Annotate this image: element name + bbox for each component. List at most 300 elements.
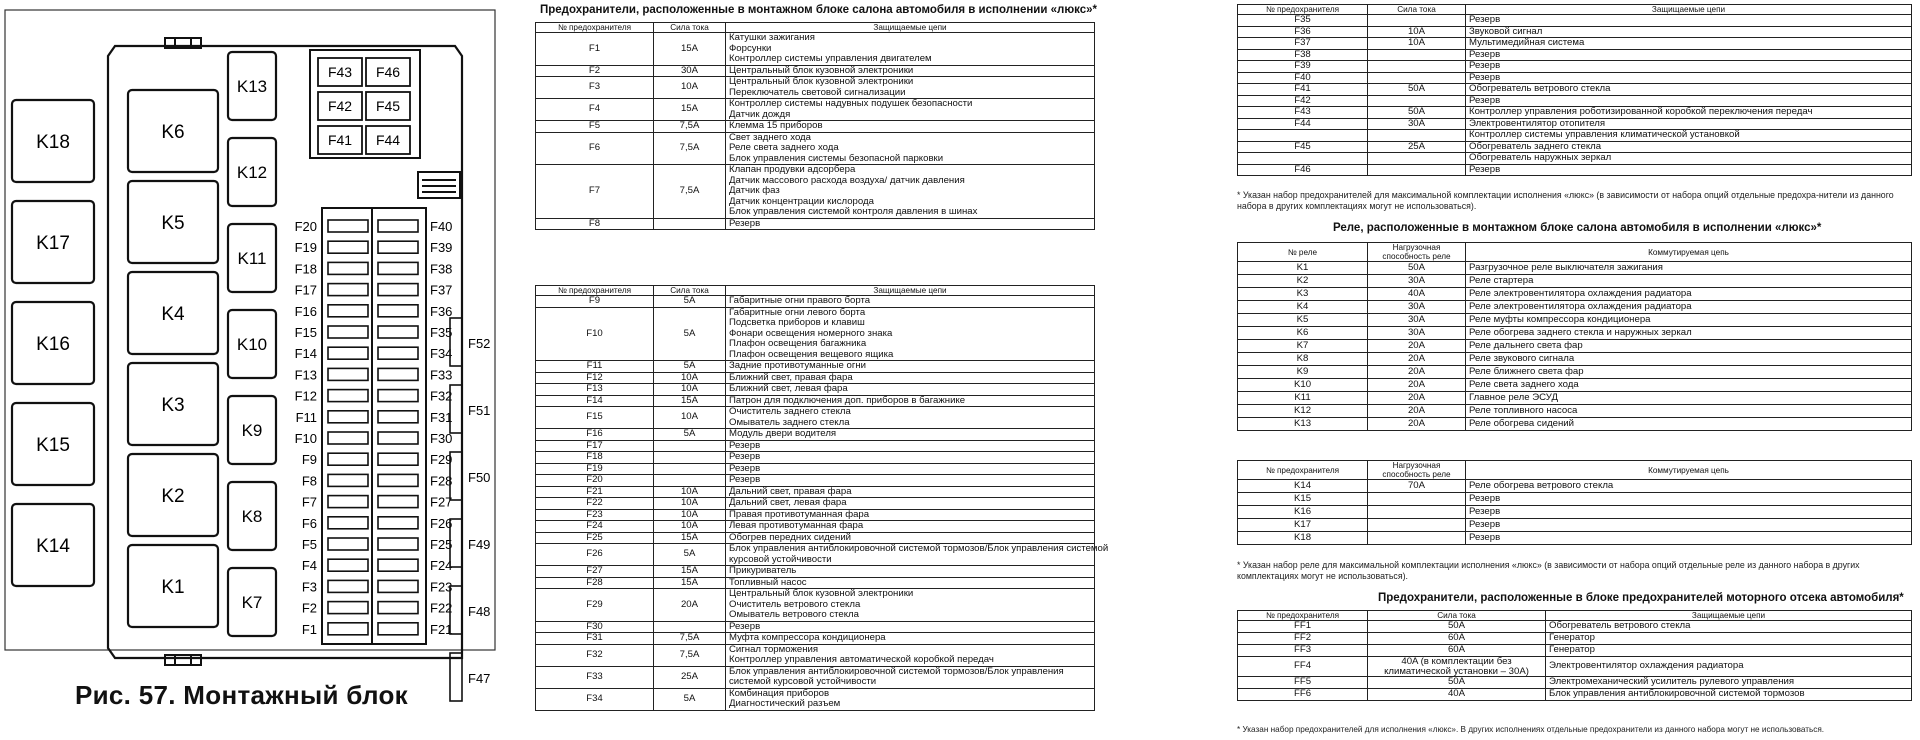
- row-circuit: Резерв: [1466, 164, 1912, 176]
- fuse-number: F30: [536, 621, 654, 633]
- row-rating: 10A: [1368, 38, 1466, 50]
- circuit-line: Блок управления антиблокировочной системой тормозов/Блок управления системой: [729, 543, 1109, 554]
- fuse-f43: [318, 58, 362, 86]
- row-circuit: Контроллер системы управления климатической установкой: [1466, 130, 1912, 142]
- circuit-line: Датчик концентрации кислорода: [729, 195, 874, 207]
- fuse-current: 25A: [654, 666, 726, 688]
- relay-label: K18: [36, 131, 70, 153]
- mini-fuse-slot: [378, 623, 418, 635]
- mini-fuse-slot: [378, 368, 418, 380]
- circuit-line: Плафон освещения вещевого ящика: [729, 348, 894, 360]
- circuit-line: Форсунки: [729, 42, 772, 54]
- fuse-label: F47: [468, 671, 491, 686]
- fuse-label: F34: [430, 346, 453, 362]
- row-number: K8: [1238, 353, 1368, 366]
- table-row: [536, 521, 1095, 533]
- mini-fuse-slot: [328, 326, 368, 338]
- table1-title: Предохранители, расположенные в монтажном блоке салона автомобиля в исполнении «люкс»*: [540, 4, 1098, 16]
- fuse-current: 10A: [654, 521, 726, 533]
- circuit-line: Датчик массового расхода воздуха/ датчик давления: [729, 174, 965, 186]
- col-fuse-number: № предохранителя: [1238, 461, 1368, 480]
- circuit-line: Контроллер системы надувных подушек безопасности: [729, 98, 973, 109]
- fuse-current: [654, 475, 726, 487]
- mini-fuse-slot: [328, 623, 368, 635]
- circuit-line: Задние противотуманные огни: [729, 360, 867, 371]
- table-row: [1238, 689, 1912, 701]
- protected-circuits: [726, 543, 1109, 566]
- mini-fuse-slot: [378, 262, 418, 274]
- fuse-number: F17: [536, 440, 654, 452]
- fuse-label: F14: [294, 346, 317, 362]
- fuse-number: F22: [536, 498, 654, 510]
- table-row: [536, 165, 1095, 219]
- row-circuit: Резерв: [1466, 15, 1912, 27]
- table-row: [536, 577, 1095, 589]
- circuit-line: Омыватель заднего стекла: [729, 416, 850, 428]
- fuse-label: F28: [430, 473, 453, 489]
- row-rating: 20A: [1368, 405, 1466, 418]
- row-number: F35: [1238, 15, 1368, 27]
- table-row: [1238, 84, 1912, 96]
- row-number: K7: [1238, 340, 1368, 353]
- fuse-label: F32: [430, 388, 453, 404]
- mini-fuse-slot: [328, 496, 368, 508]
- row-circuit: Реле звукового сигнала: [1466, 353, 1912, 366]
- circuit-line: Центральный блок кузовной электроники: [729, 588, 914, 599]
- row-circuit: Реле дальнего света фар: [1466, 340, 1912, 353]
- table-row: [536, 296, 1095, 308]
- row-rating: [1368, 153, 1466, 165]
- fuse-number: F26: [536, 544, 654, 566]
- relay-label: K16: [36, 333, 70, 355]
- table-row: [536, 407, 1095, 429]
- row-number: K14: [1238, 480, 1368, 493]
- table-row: [536, 633, 1095, 645]
- protected-circuits: [726, 395, 1095, 407]
- mini-fuse-slot: [378, 305, 418, 317]
- row-circuit: Электровентилятор отопителя: [1466, 118, 1912, 130]
- interior-fuses-table-3: [1237, 4, 1912, 176]
- fuse-current: [654, 452, 726, 464]
- mini-fuse-slot: [378, 390, 418, 402]
- fuse-number: F3: [536, 77, 654, 99]
- fuse-label: F25: [430, 537, 453, 552]
- circuit-line: Резерв: [729, 451, 761, 462]
- col-switched-circuit: Коммутируемая цепь: [1466, 461, 1912, 480]
- mini-fuse-slot: [378, 538, 418, 550]
- protected-circuits: [726, 521, 1095, 533]
- row-circuit: Реле электровентилятора охлаждения радиатора: [1466, 288, 1912, 301]
- relay-k10: [228, 310, 276, 378]
- mini-fuse-slot: [328, 241, 368, 253]
- row-circuit: Реле ближнего света фар: [1466, 366, 1912, 379]
- mini-fuse-slot: [378, 220, 418, 232]
- protected-circuits: [726, 532, 1095, 544]
- row-circuit: Резерв: [1466, 95, 1912, 107]
- fuse-f49: [450, 519, 490, 567]
- protected-circuits: [726, 165, 1095, 219]
- circuit-line: Габаритные огни правого борта: [729, 295, 871, 306]
- fuse-number: F24: [536, 521, 654, 533]
- table-row: [536, 33, 1095, 66]
- table-row: [1238, 327, 1912, 340]
- mini-fuse-slot: [328, 411, 368, 423]
- table-row: [1238, 506, 1912, 519]
- fuse-number: F13: [536, 384, 654, 396]
- row-circuit: Электромеханический усилитель рулевого управления: [1546, 677, 1912, 689]
- fuse-number: F4: [536, 99, 654, 121]
- protected-circuits: [726, 33, 1095, 66]
- circuit-line: Очиститель ветрового стекла: [729, 598, 861, 610]
- col-fuse-number: № предохранителя: [1238, 611, 1368, 621]
- protected-circuits: [726, 486, 1095, 498]
- protected-circuits: [726, 566, 1095, 578]
- mini-fuse-slot: [328, 368, 368, 380]
- circuit-line: Центральный блок кузовной электроники: [729, 76, 914, 87]
- row-circuit: Контроллер управления роботизированной коробкой переключения передач: [1466, 107, 1912, 119]
- fuse-number: F27: [536, 566, 654, 578]
- circuit-line: Реле света заднего хода: [729, 142, 839, 153]
- table-row: [1238, 418, 1912, 431]
- row-rating: 20A: [1368, 392, 1466, 405]
- row-circuit: Реле обогрева ветрового стекла: [1466, 480, 1912, 493]
- row-number: [1238, 153, 1368, 165]
- fuse-number: F8: [536, 218, 654, 230]
- mini-fuse-slot: [328, 220, 368, 232]
- fuse-label: F17: [294, 282, 317, 298]
- circuit-line: Муфта компрессора кондиционера: [729, 632, 886, 643]
- figure-caption: Рис. 57. Монтажный блок: [75, 680, 408, 710]
- row-number: F37: [1238, 38, 1368, 50]
- table-row: [1238, 262, 1912, 275]
- circuit-line: Ближний свет, правая фара: [729, 371, 853, 383]
- fuse-number: F29: [536, 589, 654, 622]
- table-row: [1238, 141, 1912, 153]
- row-number: K4: [1238, 301, 1368, 314]
- table-row: [1238, 379, 1912, 392]
- protected-circuits: [726, 666, 1095, 688]
- fuse-label: F20: [294, 219, 317, 234]
- fuse-number: F12: [536, 372, 654, 384]
- fuse-current: [654, 463, 726, 475]
- fuse-current: 30A: [654, 65, 726, 77]
- fuse-number: F21: [536, 486, 654, 498]
- fuse-current: 10A: [654, 407, 726, 429]
- fuse-label: F39: [430, 240, 453, 256]
- row-number: F46: [1238, 164, 1368, 176]
- row-circuit: Обогреватель ветрового стекла: [1546, 621, 1912, 633]
- circuit-line: системой курсовой устойчивости: [729, 676, 877, 687]
- row-rating: 50A: [1368, 677, 1546, 689]
- row-number: K13: [1238, 418, 1368, 431]
- table-row: [536, 99, 1095, 121]
- row-number: K3: [1238, 288, 1368, 301]
- col-relay-number: № реле: [1238, 243, 1368, 262]
- table-row: [1238, 153, 1912, 165]
- fuse-label: F9: [301, 452, 317, 468]
- table-row: [536, 395, 1095, 407]
- relay-k4: [128, 272, 218, 354]
- row-number: FF1: [1238, 621, 1368, 633]
- protected-circuits: [726, 452, 1095, 464]
- row-rating: 60A: [1368, 633, 1546, 645]
- fuse-label: F22: [430, 600, 453, 616]
- table-row: [536, 509, 1095, 521]
- row-rating: 20A: [1368, 379, 1466, 392]
- fuse-number: F31: [536, 633, 654, 645]
- table-row: [536, 544, 1095, 566]
- table-row: [536, 463, 1095, 475]
- fuse-f41: [318, 126, 362, 154]
- row-circuit: Реле топливного насоса: [1466, 405, 1912, 418]
- fuse-f50: [450, 452, 490, 500]
- fuse-current: 7,5A: [654, 121, 726, 133]
- protected-circuits: [726, 688, 1095, 710]
- fuse-number: F15: [536, 407, 654, 429]
- row-number: F39: [1238, 61, 1368, 73]
- row-rating: [1368, 130, 1466, 142]
- fuse-label: F36: [430, 303, 453, 319]
- fuse-number: F32: [536, 644, 654, 666]
- col-current: Сила тока: [654, 23, 726, 33]
- table-row: [1238, 164, 1912, 176]
- fuse-number: F18: [536, 452, 654, 464]
- circuit-line: Ближний свет, левая фара: [729, 383, 848, 394]
- fuse-current: 20A: [654, 589, 726, 622]
- relay-label: K1: [161, 576, 185, 598]
- protected-circuits: [726, 577, 1095, 589]
- relay-label: K5: [161, 212, 185, 234]
- fuse-current: 10A: [654, 77, 726, 99]
- fuse-label: F2: [301, 600, 317, 616]
- fuse-label: F37: [430, 282, 453, 298]
- row-rating: [1368, 164, 1466, 176]
- fuse-number: F2: [536, 65, 654, 77]
- fuse-label: F1: [301, 621, 317, 637]
- circuit-line: Обогрев передних сидений: [729, 531, 852, 543]
- row-number: K17: [1238, 519, 1368, 532]
- row-rating: 70A: [1368, 480, 1466, 493]
- relay-label: K11: [237, 249, 267, 269]
- row-number: K11: [1238, 392, 1368, 405]
- mini-fuse-slot: [378, 347, 418, 359]
- relay-k1: [128, 545, 218, 627]
- row-rating: 30A: [1368, 327, 1466, 340]
- interior-fuses-table-1: [535, 22, 1095, 230]
- fuse-number: F33: [536, 666, 654, 688]
- protected-circuits: [726, 475, 1095, 487]
- relay-k6: [128, 90, 218, 172]
- row-circuit: Обогреватель наружных зеркал: [1466, 153, 1912, 165]
- table5-footnote: * Указан набор реле для максимальной комплектации исполнения «люкс» (в зависимости от набора опций отдельные реле из данного набора в других комплектациях могут не использоваться).: [1237, 560, 1860, 581]
- fuse-label: F21: [430, 621, 453, 637]
- circuit-line: Правая противотуманная фара: [729, 508, 870, 520]
- mini-fuse-slot: [378, 326, 418, 338]
- table-row: [1238, 645, 1912, 657]
- relay-label: K8: [241, 507, 263, 527]
- fuse-current: 7,5A: [654, 132, 726, 165]
- interior-fuses-table-2: [535, 285, 1109, 711]
- circuit-line: Переключатель световой сигнализации: [729, 86, 906, 98]
- fuse-current: 5A: [654, 688, 726, 710]
- fuse-current: 15A: [654, 577, 726, 589]
- mini-fuse-slot: [328, 347, 368, 359]
- circuit-line: Катушки зажигания: [729, 32, 815, 43]
- circuit-line: Комбинация приборов: [729, 687, 830, 699]
- circuit-line: Очиститель заднего стекла: [729, 406, 851, 417]
- fuse-label: F11: [295, 409, 317, 425]
- row-number: FF5: [1238, 677, 1368, 689]
- fuse-label: F5: [301, 537, 317, 552]
- row-number: FF6: [1238, 689, 1368, 701]
- fuse-number: F28: [536, 577, 654, 589]
- fuse-current: 7,5A: [654, 165, 726, 219]
- table-row: [536, 429, 1095, 441]
- table-row: [536, 666, 1095, 688]
- circuit-line: Блок управления системы безопасной парковки: [729, 152, 944, 164]
- table-row: [536, 688, 1095, 710]
- protected-circuits: [726, 407, 1095, 429]
- row-rating: 50A: [1368, 107, 1466, 119]
- fuse-number: F16: [536, 429, 654, 441]
- circuit-line: Контроллер управления автоматической коробкой передач: [729, 654, 994, 665]
- row-circuit: Обогреватель заднего стекла: [1466, 141, 1912, 153]
- relay-k5: [128, 181, 218, 263]
- col-circuits: Защищаемые цепи: [1466, 5, 1912, 15]
- mini-fuse-slot: [378, 517, 418, 529]
- row-circuit: Резерв: [1466, 72, 1912, 84]
- fuse-current: 10A: [654, 486, 726, 498]
- row-number: FF2: [1238, 633, 1368, 645]
- row-circuit: Реле света заднего хода: [1466, 379, 1912, 392]
- row-circuit: Реле муфты компрессора кондиционера: [1466, 314, 1912, 327]
- row-number: F43: [1238, 107, 1368, 119]
- row-rating: [1368, 506, 1466, 519]
- col-current: Сила тока: [654, 286, 726, 296]
- row-rating: 50A: [1368, 621, 1546, 633]
- row-rating: 30A: [1368, 314, 1466, 327]
- fuse-label: F52: [468, 336, 491, 351]
- circuit-line: Резерв: [729, 474, 761, 485]
- row-circuit: Генератор: [1546, 645, 1912, 657]
- relay-k8: [228, 482, 276, 550]
- fuse-label: F3: [301, 579, 317, 595]
- fuse-current: 5A: [654, 296, 726, 308]
- relay-label: K2: [161, 485, 185, 507]
- table-row: [536, 77, 1095, 99]
- row-rating: 30A: [1368, 301, 1466, 314]
- fuse-number: F11: [536, 361, 654, 373]
- protected-circuits: [726, 440, 1095, 452]
- row-rating: 50A: [1368, 84, 1466, 96]
- row-circuit: Реле стартера: [1466, 275, 1912, 288]
- row-rating: 50A: [1368, 262, 1466, 275]
- fuse-f51: [450, 385, 490, 433]
- table-row: [1238, 95, 1912, 107]
- mini-fuse-slot: [328, 474, 368, 486]
- row-rating: 60A: [1368, 645, 1546, 657]
- circuit-line: Фонари освещения номерного знака: [729, 327, 893, 339]
- engine-bay-fuses-table: [1237, 610, 1912, 701]
- circuit-line: Модуль двери водителя: [729, 428, 837, 439]
- fuse-label: F43: [327, 64, 353, 80]
- fuse-label: F35: [430, 325, 453, 340]
- row-circuit: Обогреватель ветрового стекла: [1466, 84, 1912, 96]
- table-row: [1238, 366, 1912, 379]
- table-row: [536, 121, 1095, 133]
- fuse-label: F10: [294, 431, 317, 446]
- table-row: [1238, 677, 1912, 689]
- protected-circuits: [726, 372, 1095, 384]
- mini-fuse-slot: [378, 432, 418, 444]
- protected-circuits: [726, 99, 1095, 121]
- circuit-line: Дальний свет, правая фара: [729, 485, 852, 497]
- fuse-label: F50: [468, 470, 491, 485]
- relay-k7: [228, 568, 276, 636]
- row-rating: 25A: [1368, 141, 1466, 153]
- relay-k11: [228, 224, 276, 292]
- relay-label: K10: [236, 335, 268, 355]
- fuse-current: 5A: [654, 361, 726, 373]
- row-number: K6: [1238, 327, 1368, 340]
- fuse-label: F19: [294, 240, 317, 256]
- fuse-label: F24: [430, 558, 453, 574]
- row-number: K15: [1238, 493, 1368, 506]
- fuse-label: F15: [294, 325, 317, 340]
- fuse-current: 15A: [654, 566, 726, 578]
- table-row: [1238, 405, 1912, 418]
- row-rating: [1368, 49, 1466, 61]
- relay-label: K12: [236, 163, 268, 183]
- protected-circuits: [726, 307, 1095, 361]
- mini-fuse-slot: [328, 390, 368, 402]
- fuse-f48: [450, 586, 490, 634]
- fuse-f47: [450, 653, 490, 701]
- table-row: [536, 384, 1095, 396]
- protected-circuits: [726, 644, 1095, 666]
- table-row: [1238, 493, 1912, 506]
- row-number: FF3: [1238, 645, 1368, 657]
- row-circuit: Звуковой сигнал: [1466, 26, 1912, 38]
- protected-circuits: [726, 77, 1095, 99]
- circuit-line: Блок управления системой контроля давления в шинах: [729, 206, 978, 217]
- relay-k14: [12, 504, 94, 586]
- fuse-current: 10A: [654, 372, 726, 384]
- fuse-label: F44: [375, 132, 401, 148]
- circuit-line: Топливный насос: [729, 576, 807, 588]
- relay-k12: [228, 138, 276, 206]
- fuse-current: [654, 440, 726, 452]
- table-row: [536, 372, 1095, 384]
- mini-fuse-slot: [378, 453, 418, 465]
- diagnostic-connector: [418, 172, 460, 198]
- row-circuit: Резерв: [1466, 506, 1912, 519]
- table-row: [536, 65, 1095, 77]
- fuse-box-diagram: [0, 0, 500, 686]
- row-circuit: Резерв: [1466, 493, 1912, 506]
- table-row: [1238, 519, 1912, 532]
- col-circuits: Защищаемые цепи: [726, 23, 1095, 33]
- mini-fuse-slot: [378, 474, 418, 486]
- protected-circuits: [726, 132, 1095, 165]
- row-rating: [1368, 15, 1466, 27]
- circuit-line: Датчик дождя: [729, 108, 791, 120]
- table-row: [536, 532, 1095, 544]
- circuit-line: Габаритные огни левого борта: [729, 306, 866, 318]
- fuse-label: F29: [430, 452, 453, 468]
- fuse-number: F34: [536, 688, 654, 710]
- col-circuits: Защищаемые цепи: [726, 286, 1095, 296]
